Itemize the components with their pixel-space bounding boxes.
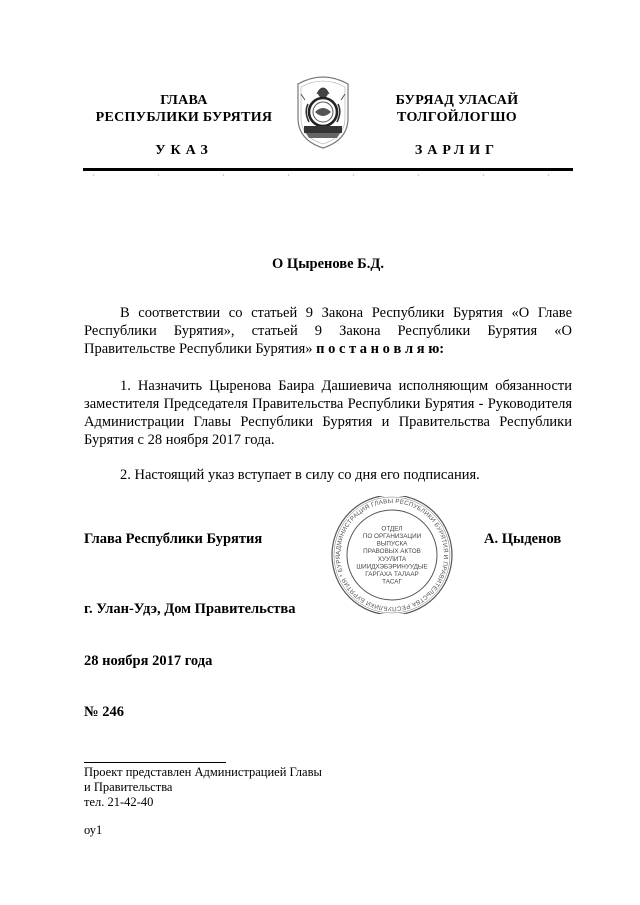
stamp-inner-line: ПРАВОВЫХ АКТОВ: [363, 548, 421, 556]
stamp-inner-line: ОТДЕЛ: [381, 525, 403, 533]
document-number: № 246: [84, 704, 124, 720]
signature-place: г. Улан-Удэ, Дом Правительства: [84, 601, 296, 617]
header-left-line2: РЕСПУБЛИКИ БУРЯТИЯ: [95, 110, 273, 125]
header-left-doctype: УКАЗ: [155, 143, 213, 158]
stamp-inner-line: ТАСАГ: [382, 578, 402, 586]
stamp-inner-line: ГАРГАХА ТАЛААР: [365, 571, 419, 578]
stamp-ring-text: АДМИНИСТРАЦИЯ ГЛАВЫ РЕСПУБЛИКИ БУРЯТИЯ И ПРАВИТЕЛЬСТВА РЕСПУБЛИКИ БУРЯТИЯ * БУРЯ: [334, 497, 450, 613]
signature-position: Глава Республики Бурятия: [84, 531, 263, 547]
header-right-line2: ТОЛГОЙЛОГШО: [397, 110, 517, 125]
header-divider: [83, 168, 573, 171]
footer-code: оу1: [84, 823, 103, 837]
item-1: 1. Назначить Цыренова Баира Дашиевича исполняющим обязанности заместителя Председателя Правительства Республики Бурятия - Руководителя Администрации Главы Республики Бурятия и Правительства Республики Бурятия с 28 ноября 2017 года.: [84, 378, 572, 448]
preamble-decree: п о с т а н о в л я ю:: [316, 341, 445, 357]
footer-line2: и Правительства: [84, 780, 173, 794]
preamble-text: В соответствии со статьей 9 Закона Республики Бурятия «О Главе Республики Бурятия», статьей 9 Закона Республики Бурятия «О Правительстве Республики Бурятия»: [84, 305, 572, 357]
header-dotted-line: [83, 174, 573, 176]
stamp-inner-line: ШИИДХЭБЭРИНУУДЫЕ: [356, 563, 428, 571]
footer-rule: [84, 762, 226, 763]
emblem-icon: [290, 72, 356, 150]
header-left-line1: ГЛАВА: [160, 93, 208, 108]
stamp-inner-line: ПО ОРГАНИЗАЦИИ: [362, 533, 422, 540]
preamble-paragraph: [84, 304, 572, 358]
header-right-line1: БУРЯАД УЛАСАЙ: [395, 93, 519, 108]
footer-line1: Проект представлен Администрацией Главы: [84, 765, 322, 779]
document-title: О Цыренове Б.Д.: [272, 256, 384, 272]
header-right-doctype: ЗАРЛИГ: [414, 143, 500, 158]
official-stamp: [312, 496, 472, 614]
stamp-inner-line: ВЫПУСКА: [376, 540, 408, 548]
footer-phone: тел. 21-42-40: [84, 795, 154, 809]
signature-name: А. Цыденов: [484, 531, 562, 547]
stamp-inner-line: ХУУЛИТА: [377, 555, 407, 563]
item-2: 2. Настоящий указ вступает в силу со дня его подписания.: [120, 467, 480, 483]
signature-date: 28 ноября 2017 года: [84, 653, 213, 669]
